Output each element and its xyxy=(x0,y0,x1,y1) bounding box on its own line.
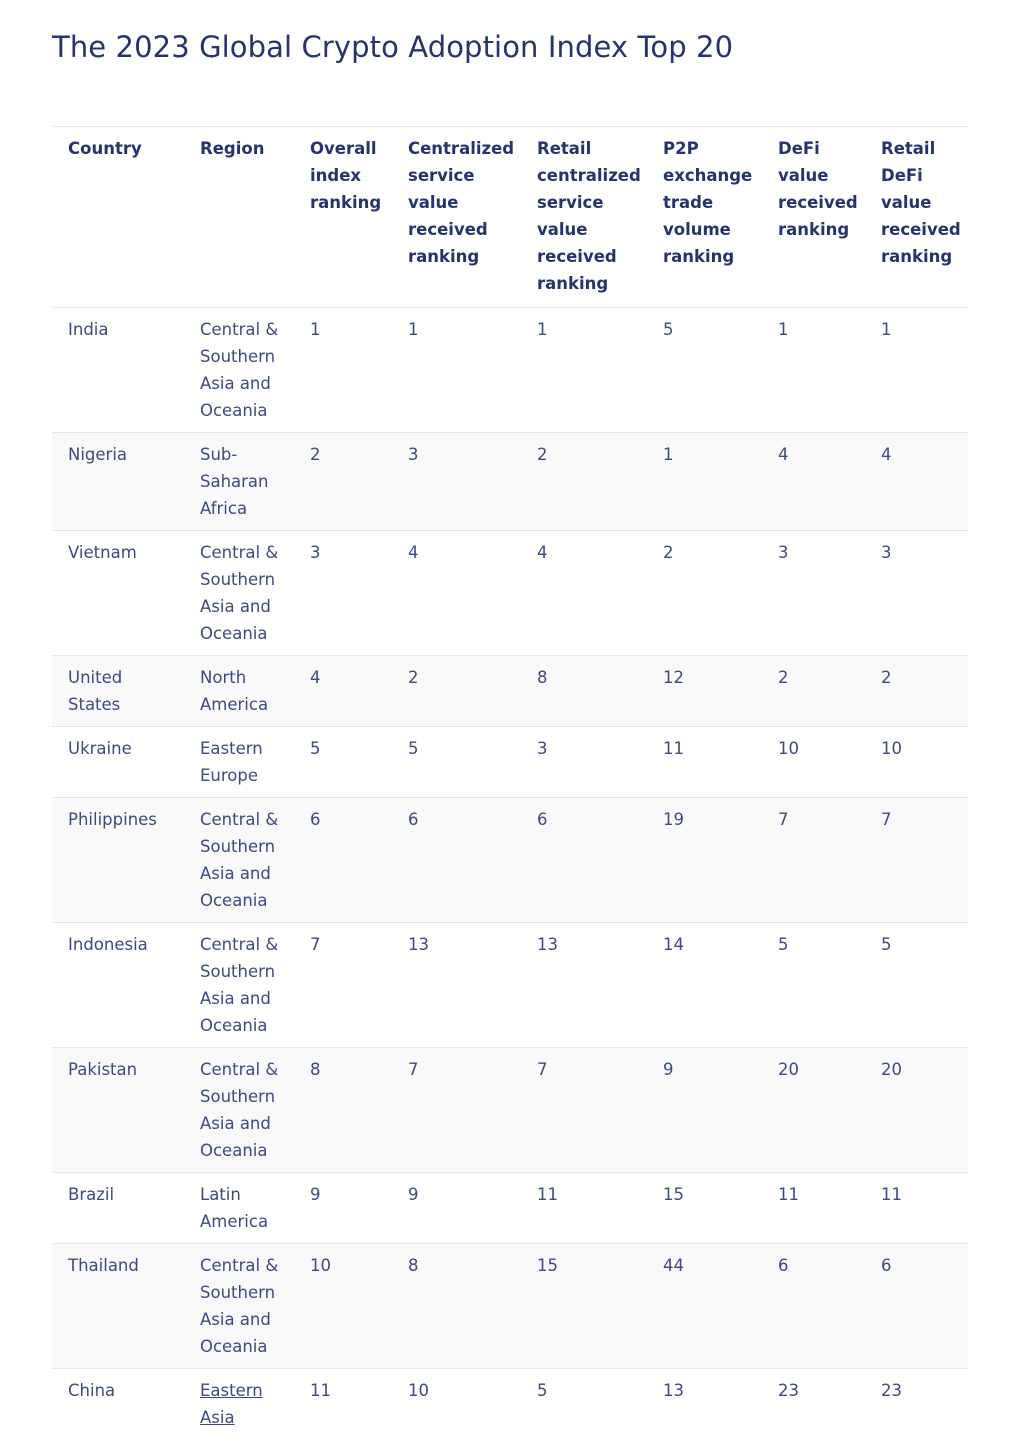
cell-centralized-ranking: 1 xyxy=(392,308,521,433)
header-p2p-volume-ranking: P2P exchange trade volume ranking xyxy=(647,127,762,308)
table-header-row xyxy=(52,127,968,308)
cell-defi-ranking: 11 xyxy=(762,1173,865,1244)
cell-retail-centralized-ranking: 3 xyxy=(521,727,647,798)
cell-retail-defi-ranking: 5 xyxy=(865,923,968,1048)
cell-p2p-ranking: 19 xyxy=(647,798,762,923)
cell-retail-defi-ranking: 10 xyxy=(865,727,968,798)
cell-country: China xyxy=(52,1369,184,1440)
table-row xyxy=(52,433,968,531)
cell-country: Thailand xyxy=(52,1244,184,1369)
cell-defi-ranking: 6 xyxy=(762,1244,865,1369)
cell-defi-ranking: 4 xyxy=(762,433,865,531)
cell-country: Vietnam xyxy=(52,531,184,656)
cell-region: North America xyxy=(184,656,294,727)
cell-p2p-ranking: 9 xyxy=(647,1048,762,1173)
cell-region: Sub-Saharan Africa xyxy=(184,433,294,531)
cell-country: India xyxy=(52,308,184,433)
cell-retail-defi-ranking: 20 xyxy=(865,1048,968,1173)
cell-overall-ranking: 2 xyxy=(294,433,392,531)
cell-p2p-ranking: 11 xyxy=(647,727,762,798)
cell-defi-ranking: 7 xyxy=(762,798,865,923)
cell-retail-defi-ranking: 4 xyxy=(865,433,968,531)
cell-country: Pakistan xyxy=(52,1048,184,1173)
cell-retail-centralized-ranking: 11 xyxy=(521,1173,647,1244)
cell-retail-defi-ranking: 1 xyxy=(865,308,968,433)
table-row xyxy=(52,308,968,433)
header-overall-index-ranking: Overall index ranking xyxy=(294,127,392,308)
cell-overall-ranking: 5 xyxy=(294,727,392,798)
cell-defi-ranking: 23 xyxy=(762,1369,865,1440)
cell-region: Central & Southern Asia and Oceania xyxy=(184,923,294,1048)
cell-retail-centralized-ranking: 15 xyxy=(521,1244,647,1369)
cell-centralized-ranking: 7 xyxy=(392,1048,521,1173)
cell-centralized-ranking: 6 xyxy=(392,798,521,923)
cell-p2p-ranking: 44 xyxy=(647,1244,762,1369)
cell-p2p-ranking: 12 xyxy=(647,656,762,727)
cell-retail-centralized-ranking: 5 xyxy=(521,1369,647,1440)
cell-retail-defi-ranking: 11 xyxy=(865,1173,968,1244)
cell-country: Brazil xyxy=(52,1173,184,1244)
cell-p2p-ranking: 13 xyxy=(647,1369,762,1440)
cell-retail-centralized-ranking: 2 xyxy=(521,433,647,531)
table-row xyxy=(52,1048,968,1173)
cell-country: United States xyxy=(52,656,184,727)
cell-centralized-ranking: 2 xyxy=(392,656,521,727)
cell-centralized-ranking: 5 xyxy=(392,727,521,798)
cell-country: Indonesia xyxy=(52,923,184,1048)
cell-region: Central & Southern Asia and Oceania xyxy=(184,1048,294,1173)
cell-defi-ranking: 2 xyxy=(762,656,865,727)
cell-p2p-ranking: 5 xyxy=(647,308,762,433)
cell-overall-ranking: 4 xyxy=(294,656,392,727)
cell-defi-ranking: 1 xyxy=(762,308,865,433)
header-defi-value-ranking: DeFi value received ranking xyxy=(762,127,865,308)
cell-retail-defi-ranking: 3 xyxy=(865,531,968,656)
cell-retail-defi-ranking: 23 xyxy=(865,1369,968,1440)
cell-centralized-ranking: 10 xyxy=(392,1369,521,1440)
cell-defi-ranking: 5 xyxy=(762,923,865,1048)
cell-retail-centralized-ranking: 1 xyxy=(521,308,647,433)
header-region: Region xyxy=(184,127,294,308)
cell-country: Ukraine xyxy=(52,727,184,798)
cell-centralized-ranking: 4 xyxy=(392,531,521,656)
header-retail-centralized-ranking: Retail centralized service value received ranking xyxy=(521,127,647,308)
cell-defi-ranking: 10 xyxy=(762,727,865,798)
cell-region: Central & Southern Asia and Oceania xyxy=(184,308,294,433)
header-centralized-service-ranking: Centralized service value received ranking xyxy=(392,127,521,308)
cell-overall-ranking: 8 xyxy=(294,1048,392,1173)
cell-overall-ranking: 3 xyxy=(294,531,392,656)
cell-p2p-ranking: 1 xyxy=(647,433,762,531)
table-row xyxy=(52,798,968,923)
header-country: Country xyxy=(52,127,184,308)
cell-retail-centralized-ranking: 6 xyxy=(521,798,647,923)
table-row xyxy=(52,727,968,798)
table-row xyxy=(52,1244,968,1369)
page-title: The 2023 Global Crypto Adoption Index Top 20 xyxy=(52,30,734,64)
cell-region: Central & Southern Asia and Oceania xyxy=(184,1244,294,1369)
header-retail-defi-ranking: Retail DeFi value received ranking xyxy=(865,127,968,308)
cell-centralized-ranking: 13 xyxy=(392,923,521,1048)
cell-retail-defi-ranking: 6 xyxy=(865,1244,968,1369)
cell-retail-centralized-ranking: 13 xyxy=(521,923,647,1048)
cell-defi-ranking: 3 xyxy=(762,531,865,656)
cell-overall-ranking: 9 xyxy=(294,1173,392,1244)
cell-retail-centralized-ranking: 8 xyxy=(521,656,647,727)
table-row xyxy=(52,1369,968,1440)
adoption-index-table xyxy=(52,126,968,1439)
region-link[interactable]: Eastern Asia xyxy=(200,1381,263,1427)
cell-region-link[interactable] xyxy=(184,1369,294,1440)
table-row xyxy=(52,656,968,727)
cell-overall-ranking: 10 xyxy=(294,1244,392,1369)
cell-region: Latin America xyxy=(184,1173,294,1244)
cell-p2p-ranking: 2 xyxy=(647,531,762,656)
cell-centralized-ranking: 9 xyxy=(392,1173,521,1244)
cell-centralized-ranking: 8 xyxy=(392,1244,521,1369)
cell-overall-ranking: 7 xyxy=(294,923,392,1048)
cell-region: Central & Southern Asia and Oceania xyxy=(184,531,294,656)
cell-overall-ranking: 1 xyxy=(294,308,392,433)
table-row xyxy=(52,1173,968,1244)
table-row xyxy=(52,531,968,656)
cell-centralized-ranking: 3 xyxy=(392,433,521,531)
cell-defi-ranking: 20 xyxy=(762,1048,865,1173)
cell-region: Central & Southern Asia and Oceania xyxy=(184,798,294,923)
table-row xyxy=(52,923,968,1048)
cell-p2p-ranking: 15 xyxy=(647,1173,762,1244)
cell-retail-centralized-ranking: 7 xyxy=(521,1048,647,1173)
cell-overall-ranking: 11 xyxy=(294,1369,392,1440)
cell-overall-ranking: 6 xyxy=(294,798,392,923)
cell-p2p-ranking: 14 xyxy=(647,923,762,1048)
cell-country: Nigeria xyxy=(52,433,184,531)
cell-retail-centralized-ranking: 4 xyxy=(521,531,647,656)
cell-retail-defi-ranking: 2 xyxy=(865,656,968,727)
cell-country: Philippines xyxy=(52,798,184,923)
cell-region: Eastern Europe xyxy=(184,727,294,798)
cell-retail-defi-ranking: 7 xyxy=(865,798,968,923)
